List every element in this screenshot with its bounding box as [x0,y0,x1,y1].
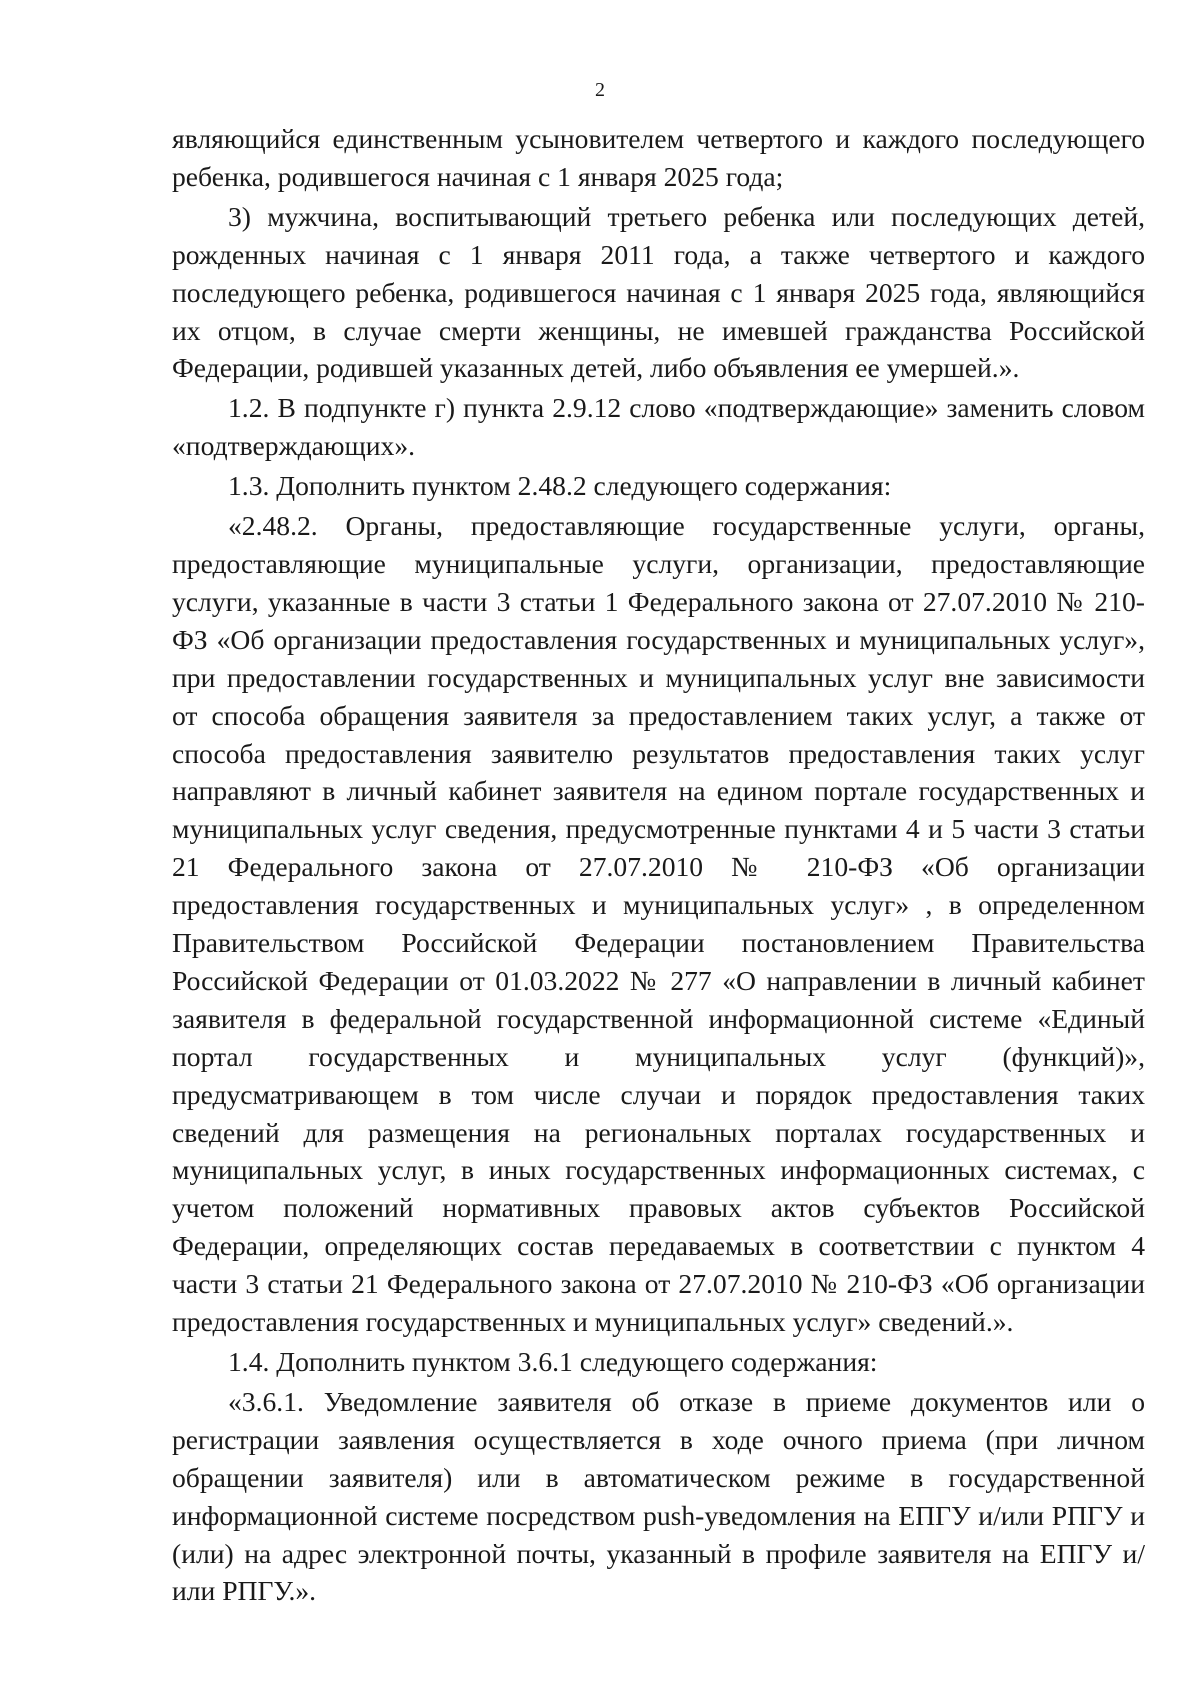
paragraph-continuation: являющийся единственным усыновителем четвертого и каждого последующего ребенка, родившегося начиная с 1 января 2025 года; [172,123,1145,192]
document-body [172,120,1145,1610]
paragraph-item-3: 3) мужчина, воспитывающий третьего ребенка или последующих детей, рожденных начиная с 1 января 2011 года, а также четвертого и каждого последующего ребенка, родившегося начиная с 1 января 2025 года, являющийся их отцом, в случае смерти женщины, не имевшей гражданства Российской Федерации, родившей указанных детей, либо объявления ее умершей.». [172,200,1145,384]
paragraph-1-3: 1.3. Дополнить пунктом 2.48.2 следующего содержания: [228,470,892,502]
paragraph-2-48-2: «2.48.2. Органы, предоставляющие государственные услуги, органы, предоставляющие муниципальные услуги, организации, предоставляющие услуги, указанные в части 3 статьи 1 Федерального закона от 27.07.2010 № 210-ФЗ «Об организации предоставления государственных и муниципальных услуг», при предоставлении государственных и муниципальных услуг вне зависимости от способа обращения заявителя за предоставлением таких услуг, а также от способа предоставления заявителю результатов предоставления таких услуг направляют в личный кабинет заявителя на едином портале государственных и муниципальных услуг сведения, предусмотренные пунктами 4 и 5 части 3 статьи 21 Федерального закона от 27.07.2010 № 210-ФЗ «Об организации предоставления государственных и муниципальных услуг» , в определенном Правительством Российской Федерации постановлением Правительства Российской Федерации от 01.03.2022 № 277 «О направлении в личный кабинет заявителя в федеральной государственной информационной системе «Единый портал государственных и муниципальных услуг (функций)», предусматривающем в том числе случаи и порядок предоставления таких сведений для размещения на региональных порталах государственных и муниципальных услуг, в иных государственных информационных системах, с учетом положений нормативных правовых актов субъектов Российской Федерации, определяющих состав передаваемых в соответствии с пунктом 4 части 3 статьи 21 Федерального закона от 27.07.2010 № 210-ФЗ «Об организации предоставления государственных и муниципальных услуг» сведений.». [172,510,1145,1338]
paragraph-1-4: 1.4. Дополнить пунктом 3.6.1 следующего содержания: [228,1346,878,1377]
paragraph-1-2: 1.2. В подпункте г) пункта 2.9.12 слово «подтверждающие» заменить словом «подтверждающих». [172,392,1145,462]
paragraph-3-6-1: «3.6.1. Уведомление заявителя об отказе в приеме документов или о регистрации заявления осуществляется в ходе очного приема (при личном обращении заявителя) или в автоматическом режиме в государственной информационной системе посредством push-уведомления на ЕПГУ и/или РПГУ и (или) на адрес электронной почты, указанный в профиле заявителя на ЕПГУ и/или РПГУ.». [172,1385,1145,1607]
page-number: 2 [595,79,605,101]
